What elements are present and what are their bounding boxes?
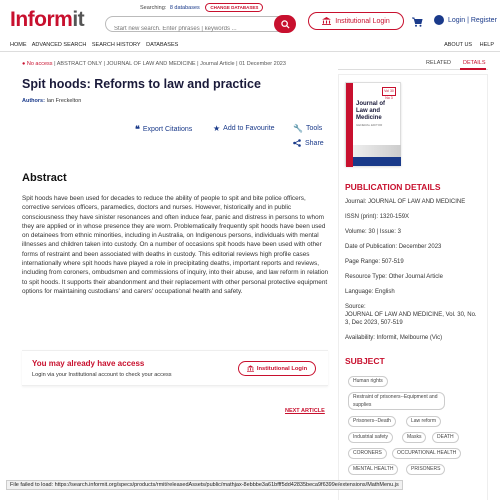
article-title: Spit hoods: Reforms to law and practice xyxy=(22,77,261,91)
cover-title xyxy=(356,101,400,122)
detail-label: Resource Type: xyxy=(345,274,387,280)
tab-related[interactable]: RELATED xyxy=(426,60,451,66)
cover-issue-badge: Vol 30 No 3 xyxy=(382,87,396,96)
logo-main-text: Inform xyxy=(10,8,73,31)
search-databases-info xyxy=(140,3,263,12)
tools-label: Tools xyxy=(305,125,323,132)
status-bar-message: File failed to load: https://search.informit.org/specs/products/rmit/releasedAssets/public/mathjax-8ebbbe3a61bfff5dd42835beca9f6399e/extensions/MathMenu.js xyxy=(6,480,403,490)
nav-search-history[interactable]: SEARCH HISTORY xyxy=(91,42,141,48)
cover-title-line2: Law and Medicine xyxy=(356,108,382,121)
informit-logo[interactable] xyxy=(10,8,84,32)
authors-line xyxy=(22,98,81,104)
subject-heading: SUBJECT xyxy=(345,356,385,366)
search-box xyxy=(105,16,295,32)
tab-details[interactable]: DETAILS xyxy=(463,60,486,66)
abstract-text: Spit hoods have been used for decades to reduce the ability of people to spit and bite police officers, corrective services officers, paramedics, doctors and nurses. However, historically and in public consciousness they have sinister resonances and often induce fear, panic and distress in persons to whom they are applied or in whose presence they are worn. Problematically frequently spit hoods have been used on detainees from ethnic minorities, including in Australia, on Indigenous persons, individuals with mental illnesses and children taken into custody. On a number of occasions spit hoods have been used with other forms of restraint and been associated with deaths in custody. This editorial reviews high profile cases internationally where spit hoods have played a role in precipitating deaths, important reports and reviews, including from coroners, ombudsmen and commissions of inquiry, into their abuse, and law reform in relation to spit hoods. It supports their abandonment and their replacement with other personal protective equipment options for maintaining custodians' and carers' occupational health and safety. xyxy=(22,195,329,295)
no-access-status: ● No access xyxy=(22,61,53,67)
search-button[interactable] xyxy=(274,15,296,33)
export-citations-label: Export Citations xyxy=(142,126,193,133)
subject-tag[interactable]: OCCUPATIONAL HEALTH xyxy=(392,448,461,459)
authors-label: Authors: xyxy=(22,98,45,104)
detail-issn xyxy=(345,213,483,221)
search-input[interactable] xyxy=(114,26,274,32)
change-databases-button[interactable]: CHANGE DATABASES xyxy=(205,3,263,12)
author-link[interactable]: Ian Freckelton xyxy=(46,98,82,104)
detail-volume xyxy=(345,228,483,236)
subject-tag[interactable]: CORONERS xyxy=(348,448,387,459)
cart-icon xyxy=(412,17,423,27)
share-icon xyxy=(293,139,301,147)
detail-value: English xyxy=(375,289,395,295)
detail-label: Language: xyxy=(345,289,374,295)
login-register-link[interactable] xyxy=(434,15,497,25)
no-access-label: No access xyxy=(26,61,53,67)
detail-label: Availability: xyxy=(345,335,375,341)
active-tab-indicator xyxy=(460,68,486,70)
cover-footer-band xyxy=(353,157,401,166)
detail-page-range xyxy=(345,258,483,266)
detail-label: ISSN (print): xyxy=(345,214,379,220)
access-login-label: Institutional Login xyxy=(256,365,308,372)
account-icon xyxy=(434,15,444,25)
detail-journal xyxy=(345,198,483,206)
detail-value: 1320-159X xyxy=(379,214,410,220)
subject-tag[interactable]: Law reform xyxy=(406,416,441,427)
detail-label: Source: xyxy=(345,304,366,310)
next-article-link[interactable]: NEXT ARTICLE xyxy=(285,408,325,414)
detail-value: 30 | Issue: 3 xyxy=(368,229,401,235)
detail-resource-type xyxy=(345,273,483,281)
quote-icon: ❝ xyxy=(135,124,140,134)
star-icon: ★ xyxy=(213,124,221,133)
nav-about-us[interactable]: ABOUT US xyxy=(444,42,473,48)
access-heading: You may already have access xyxy=(32,359,145,368)
nav-help[interactable]: HELP xyxy=(479,42,494,48)
subject-tag[interactable]: Restraint of prisoners--Equipment and supplies xyxy=(348,392,445,410)
article-meta-text: | ABSTRACT ONLY | JOURNAL OF LAW AND MEDICINE | Journal Article | 01 December 2023 xyxy=(54,61,286,67)
searching-label: Searching: xyxy=(140,5,167,11)
access-box xyxy=(22,350,328,386)
subject-tag[interactable]: PRISONERS xyxy=(406,464,445,475)
detail-availability xyxy=(345,334,483,342)
subject-tag[interactable]: Masks xyxy=(402,432,426,443)
detail-value[interactable]: JOURNAL OF LAW AND MEDICINE xyxy=(368,199,466,205)
sidebar-tabs xyxy=(338,58,488,70)
export-citations-button[interactable] xyxy=(135,124,192,135)
top-navigation xyxy=(0,38,500,52)
cover-editor: GENERAL EDITOR xyxy=(356,123,383,127)
institutional-login-label: Institutional Login xyxy=(335,17,390,25)
detail-label: Volume: xyxy=(345,229,367,235)
subject-tag[interactable]: Human rights xyxy=(348,376,388,387)
subject-tag[interactable]: MENTAL HEALTH xyxy=(348,464,398,475)
detail-label: Page Range: xyxy=(345,259,381,265)
add-to-favourite-label: Add to Favourite xyxy=(223,125,275,132)
search-icon xyxy=(281,20,290,29)
institution-icon xyxy=(322,17,331,25)
subject-tag[interactable]: Prisoners--Death xyxy=(348,416,396,427)
nav-advanced-search[interactable]: ADVANCED SEARCH xyxy=(31,42,87,48)
cart-button[interactable] xyxy=(412,14,423,32)
access-institutional-login-button[interactable] xyxy=(238,361,316,376)
cover-spine xyxy=(346,83,353,167)
detail-value: December 2023 xyxy=(398,244,442,250)
access-subtext: Login via your Institutional account to check your access xyxy=(32,372,172,378)
add-to-favourite-button[interactable] xyxy=(213,124,275,133)
nav-home[interactable]: HOME xyxy=(10,42,27,48)
article-meta xyxy=(22,60,334,68)
institution-icon xyxy=(247,365,254,372)
databases-count-link[interactable]: 8 databases xyxy=(169,5,200,11)
login-register-label: Login | Register xyxy=(448,16,497,24)
cover-title-line1: Journal of xyxy=(356,101,386,107)
wrench-icon: 🔧 xyxy=(293,124,303,133)
journal-cover-image xyxy=(345,82,401,166)
subject-tag[interactable]: DEATH xyxy=(432,432,459,443)
institutional-login-button[interactable] xyxy=(308,12,404,30)
detail-value: JOURNAL OF LAW AND MEDICINE, Vol. 30, No. 3, Dec 2023, 507-519 xyxy=(345,312,477,326)
detail-value: Other Journal Article xyxy=(388,274,443,280)
detail-date xyxy=(345,243,483,251)
share-button[interactable] xyxy=(293,139,324,147)
publication-details-heading: PUBLICATION DETAILS xyxy=(345,182,441,192)
tools-button[interactable] xyxy=(293,124,322,133)
nav-databases[interactable]: DATABASES xyxy=(146,42,179,48)
detail-label: Date of Publication: xyxy=(345,244,398,250)
subject-tag[interactable]: Industrial safety xyxy=(348,432,393,443)
abstract-heading: Abstract xyxy=(22,172,67,184)
detail-language xyxy=(345,288,483,296)
detail-label: Journal: xyxy=(345,199,367,205)
detail-value: 507-519 xyxy=(381,259,404,265)
detail-source xyxy=(345,303,483,327)
detail-value: Informit, Melbourne (Vic) xyxy=(376,335,443,341)
logo-accent-text: it xyxy=(72,8,85,31)
share-label: Share xyxy=(305,139,324,147)
